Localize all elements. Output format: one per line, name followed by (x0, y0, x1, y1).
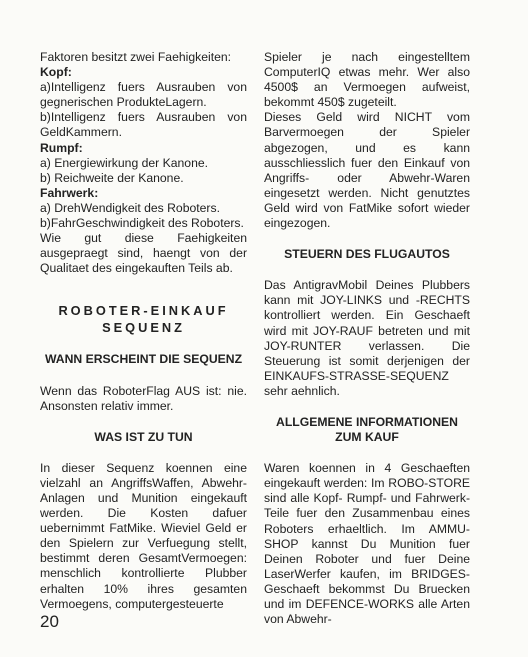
kopf-item-a: a)Intelligenz fuers Ausrauben von gegnerischen ProdukteLagern. (40, 80, 247, 110)
info-heading-line-1: ALLGEMENE INFORMATIONEN (276, 414, 458, 429)
page-number: 20 (40, 612, 59, 631)
section-title-line-2: SEQUENZ (102, 320, 185, 336)
left-column (40, 50, 247, 612)
faehigkeiten-paragraph: Wie gut diese Faehigkeiten ausgepraegt sind, haengt von der Qualitaet des eingekauften Teils ab. (40, 231, 247, 276)
was-heading: WAS IST ZU TUN (94, 429, 193, 444)
intro-text: Faktoren besitzt zwei Faehigkeiten: (40, 50, 232, 64)
wann-paragraph: Wenn das RoboterFlag AUS ist: nie. Ansonsten relativ immer. (40, 383, 247, 413)
section-title-line-1: ROBOTER-EINKAUF (58, 303, 229, 319)
continued-paragraph: Spieler je nach eingestelltem ComputerIQ etwas mehr. Wer also 4500$ an Vermoegen aufweist, bekommt 450$ zugeteilt. (264, 50, 470, 110)
rumpf-item-b: b) Reichweite der Kanone. (40, 170, 184, 185)
rumpf-item-a: a) Energiewirkung der Kanone. (40, 155, 209, 170)
right-column (264, 50, 470, 627)
rumpf-heading: Rumpf: (40, 140, 83, 155)
kopf-heading: Kopf: (40, 65, 72, 80)
fahrwerk-item-b: b)FahrGeschwindigkeit des Roboters. (40, 216, 244, 231)
info-paragraph: Waren koennen in 4 Geschaeften eingekauft werden: Im ROBO-STORE sind alle Kopf- Rumpf- und Fahrwerk-Teile fuer den Zusammenbau eines Roboters erhaeltlich. Im AMMU-SHOP kannst Du Munition fuer Deinen Roboter und fuer Deine LaserWerfer kaufen, im BRIDGES-Geschaeft bekommst Du Bruecken und im DEFENCE-WORKS alle Arten von Abwehr- (264, 461, 470, 627)
wann-heading: WANN ERSCHEINT DIE SEQUENZ (44, 352, 243, 367)
fahrwerk-item-a: a) DrehWendigkeit des Roboters. (40, 200, 220, 215)
was-paragraph: In dieser Sequenz koennen eine vielzahl an AngriffsWaffen, Abwehr-Anlagen und Munition eingekauft werden. Die Kosten dafuer uebernimmt FatMike. Wieviel Geld er den Spielern zur Verfuegung stellt, bestimmt deren GesamtVermoegen: menschlich kontrollierte Plubber erhalten 10% ihres gesamten Vermoegens, computergesteuerte (40, 460, 247, 611)
info-heading-line-2: ZUM KAUF (335, 430, 399, 445)
fahrwerk-heading: Fahrwerk: (40, 185, 99, 200)
steuern-paragraph: Das AntigravMobil Deines Plubbers kann mit JOY-LINKS und -RECHTS kontrolliert werden. Ein Geschaeft wird mit JOY-RAUF betreten und mit JOY-RUNTER verlassen. Die Steuerung ist somit derjenigen der EINKAUFS-STRASSE-SEQUENZ sehr aehnlich. (264, 278, 470, 398)
geld-paragraph: Dieses Geld wird NICHT vom Barvermoegen der Spieler abgezogen, und es kann ausschliesslich fuer den Einkauf von Angriffs- oder Abwehr-Waren eingesetzt werden. Nicht genutztes Geld wird von FatMike sofort wieder eingezogen. (264, 110, 470, 231)
kopf-item-b: b)Intelligenz fuers Ausrauben von GeldKammern. (40, 110, 247, 140)
steuern-heading: STEUERN DES FLUGAUTOS (284, 247, 450, 262)
